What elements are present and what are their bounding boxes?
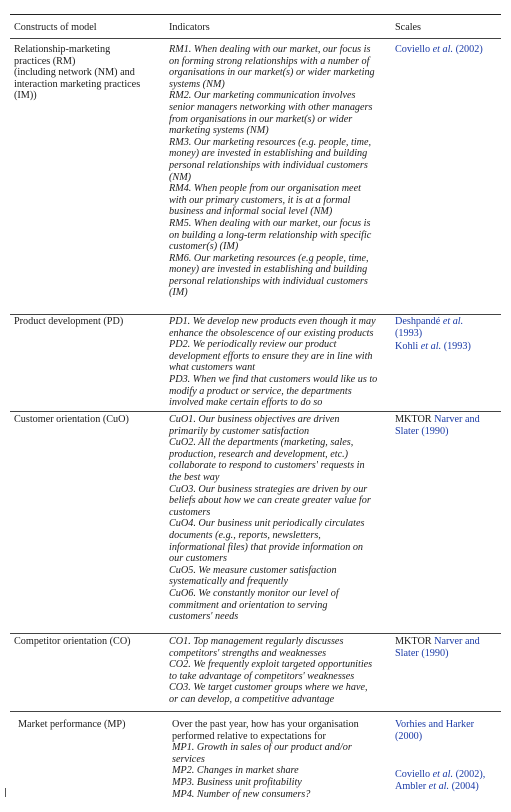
indicators-rm: RM1. When dealing with our market, our focus is on forming strong relationships with a number of organisations in our market(s) or wider marketing systems (NM) RM2. Our marketing communication involves senior managers networking with other managers from organisations in our market(s) or wider marketing systems (NM) RM3. Our marketing resources (e.g. people, time, money) are invested in establishing and building personal relationships with individual customers (NM) RM4. When people from our organisation meet with our primary customers, it is at a formal business and informal social level (NM) RM5. When dealing with our market, our focus is on building a long-term relationship with specific customer(s) (IM) RM6. Our marketing resources (e.g people, time, money) are invested in establishing and building personal relationships with individual customers (IM) [169, 44, 375, 299]
scales-rm [395, 44, 507, 56]
header-scales: Scales [395, 22, 422, 33]
indicators-mp: Over the past year, how has your organisation performed relative to expectations for MP1. Growth in sales of our product and/or services MP2. Changes in market share MP3. Business unit profitability MP4. Number of new consumers? [172, 719, 359, 800]
citation-link[interactable]: Slater (1990) [395, 425, 449, 437]
indicators-pd: PD1. We develop new products even though it may enhance the obsolescence of our existing products PD2. We periodically review our product development efforts to ensure they are in line with what customers want PD3. When we find that customers would like us to modify a product or service, the departments involved make certain efforts to do so [169, 316, 378, 409]
row-divider [10, 711, 501, 712]
citation-link[interactable]: Kohli et al. (1993) [395, 341, 471, 353]
indicators-cuo: CuO1. Our business objectives are driven primarily by customer satisfaction CuO2. All the departments (marketing, sales, production, research and development, etc.) collaborate to respond to customers' requests in the best way CuO3. Our business strategies are driven by our beliefs about how we can create greater value for customers CuO4. Our business unit periodically circulates documents (e.g., reports, newsletters, informational files) that provide information on our customers CuO5. We measure customer satisfaction systematically and frequently CuO6. We constantly monitor our level of commitment and orientation to serving customers' needs [169, 414, 371, 623]
citation-link[interactable]: (2000) [395, 730, 423, 742]
scales-pd [395, 316, 507, 353]
construct-pd: Product development (PD) [14, 316, 124, 327]
construct-co: Competitor orientation (CO) [14, 636, 131, 647]
citation-link[interactable]: Coviello et al. (2002), [395, 769, 486, 781]
citation-link[interactable]: Slater (1990) [395, 647, 449, 659]
citation-link[interactable]: Deshpandé et al. [395, 316, 464, 327]
margin-mark [5, 788, 6, 797]
citation-link[interactable]: (1993) [395, 327, 423, 339]
scales-mp [395, 719, 507, 792]
header-indicators: Indicators [169, 22, 210, 33]
indicators-co: CO1. Top management regularly discusses competitors' strengths and weaknesses CO2. We frequently exploit targeted opportunities to take advantage of competitors' weaknesses CO3. We target customer groups where we have, or can develop, a competitive advantage [169, 636, 373, 705]
construct-mp: Market performance (MP) [18, 719, 126, 730]
row-divider [10, 411, 501, 412]
citation-link[interactable]: Narver and [434, 636, 480, 647]
construct-cuo: Customer orientation (CuO) [14, 414, 129, 425]
construct-rm: Relationship-marketing practices (RM) (including network (NM) and interaction marketing practices (IM)) [14, 44, 141, 102]
header-rule [10, 38, 501, 39]
scales-cuo: MKTOR Narver and Slater (1990) [395, 414, 507, 437]
citation-link[interactable]: Vorhies and Harker [395, 719, 475, 730]
citation-link[interactable]: Ambler et al. (2004) [395, 780, 479, 792]
row-divider [10, 314, 501, 315]
scales-co: MKTOR Narver and Slater (1990) [395, 636, 507, 659]
table-top-rule [10, 14, 501, 15]
header-constructs: Constructs of model [14, 22, 97, 33]
row-divider [10, 633, 501, 634]
citation-link[interactable]: Coviello et al. (2002) [395, 44, 483, 55]
citation-link[interactable]: Narver and [434, 414, 480, 425]
